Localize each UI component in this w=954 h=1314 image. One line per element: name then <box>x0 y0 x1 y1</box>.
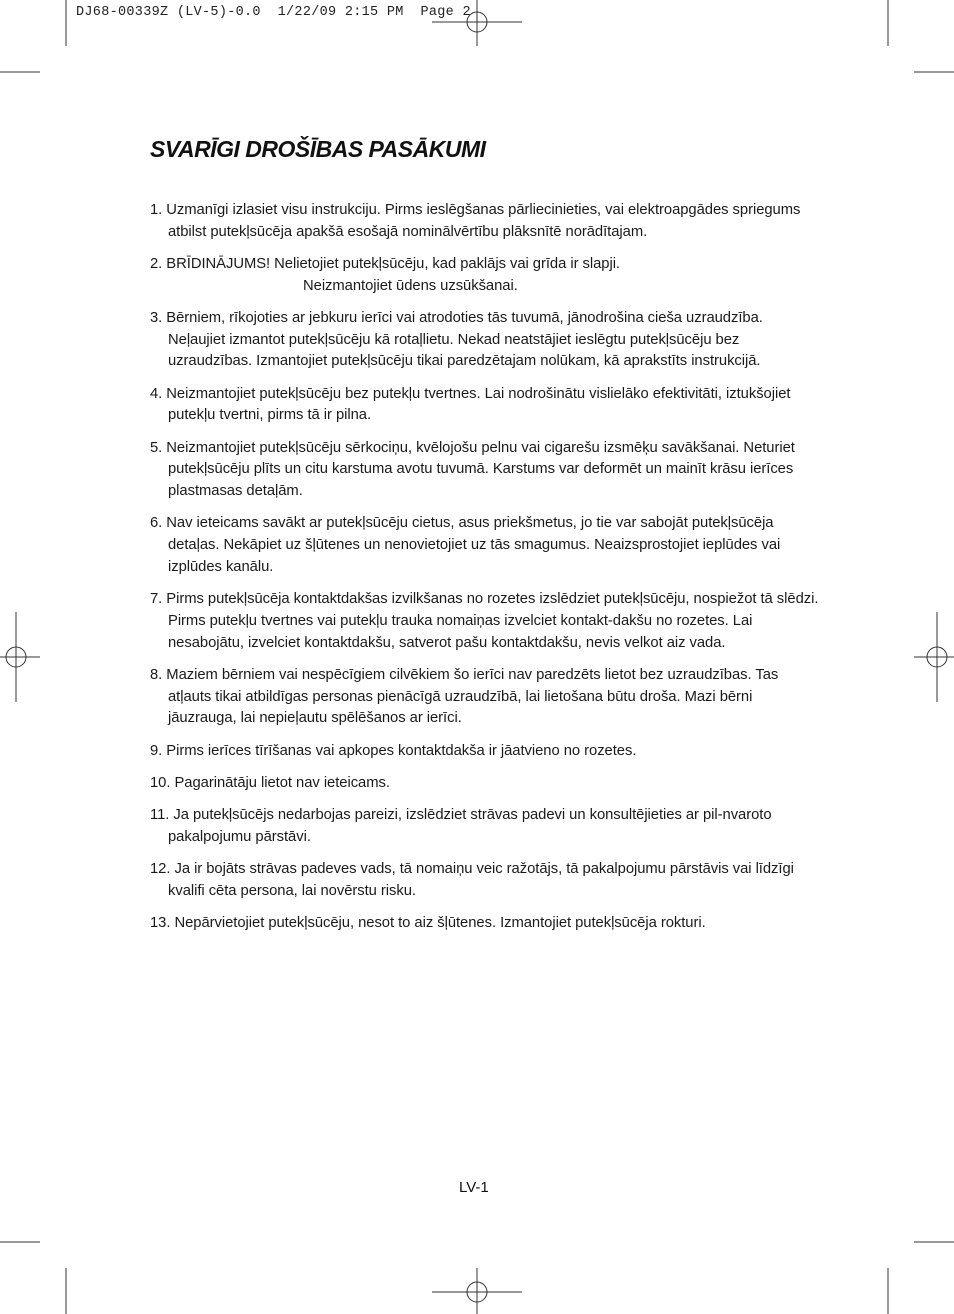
safety-instructions-list <box>150 200 820 945</box>
list-item: 5. Neizmantojiet putekļsūcēju sērkociņu, kvēlojošu pelnu vai cigarešu izsmēķu savākšanai. Neturiet putekļsūcēju plīts un citu karstuma avotu tuvumā. Karstums var deformēt un mainīt krāsu ierīces plastmasas detaļām. <box>150 439 795 500</box>
print-slug: DJ68-00339Z (LV-5)-0.0 1/22/09 2:15 PM Page 2 <box>76 5 471 20</box>
page-number: LV-1 <box>459 1179 489 1196</box>
list-item: 11. Ja putekļsūcējs nedarbojas pareizi, izslēdziet strāvas padevi un konsultējieties ar pil-nvaroto pakalpojumu pārstāvi. <box>150 807 772 845</box>
list-item: 8. Maziem bērniem vai nespēcīgiem cilvēkiem šo ierīci nav paredzēts lietot bez uzraudzības. Tas atļauts tikai atbildīgas personas pienācīgā uzraudzībā, lai lietošana būtu droša. Mazi bērni jāuzrauga, lai nepieļautu spēlēšanos ar ierīci. <box>150 666 779 727</box>
warning-line: 2. BRĪDINĀJUMS! Nelietojiet putekļsūcēju, kad paklājs vai grīda ir slapji. <box>150 256 620 272</box>
warning-line: Neizmantojiet ūdens uzsūkšanai. <box>303 277 518 294</box>
list-item: 10. Pagarinātāju lietot nav ieteicams. <box>150 774 390 791</box>
list-item: 3. Bērniem, rīkojoties ar jebkuru ierīci vai atrodoties tās tuvumā, jānodrošina cieša uzraudzība. Neļaujiet izmantot putekļsūcēju kā rotaļlietu. Nekad neatstājiet ieslēgtu putekļsūcēju bez uzraudzības. Izmantojiet putekļsūcēju tikai paredzētajam nolūkam, kā aprakstīts instrukcijā. <box>150 310 763 370</box>
list-item: 13. Nepārvietojiet putekļsūcēju, nesot to aiz šļūtenes. Izmantojiet putekļsūcēja rokturi. <box>150 915 706 932</box>
list-item: 1. Uzmanīgi izlasiet visu instrukciju. Pirms ieslēgšanas pārliecinieties, vai elektroapgādes spriegums atbilst putekļsūcēja apakšā esošajā nominālvērtību plāksnītē norādītajam. <box>150 202 801 240</box>
list-item: 9. Pirms ierīces tīrīšanas vai apkopes kontaktdakša ir jāatvieno no rozetes. <box>150 742 637 759</box>
list-item: 7. Pirms putekļsūcēja kontaktdakšas izvilkšanas no rozetes izslēdziet putekļsūcēju, nospiežot tā slēdzi. Pirms putekļu tvertnes vai putekļu trauka nomaiņas izvelciet kontakt-dakšu no rozetes. Lai nesabojātu, izvelciet kontaktdakšu, satverot pašu kontaktdakšu, nevis velkot aiz vada. <box>150 591 819 651</box>
list-item <box>150 254 820 297</box>
list-item: 6. Nav ieteicams savākt ar putekļsūcēju cietus, asus priekšmetus, jo tie var sabojāt putekļsūcēja detaļas. Nekāpiet uz šļūtenes un nenovietojiet uz tās smagumus. Neaizsprostojiet ieplūdes vai izplūdes kanālu. <box>150 515 781 575</box>
list-item: 4. Neizmantojiet putekļsūcēju bez putekļu tvertnes. Lai nodrošinātu vislielāko efektivitāti, iztukšojiet putekļu tvertni, pirms tā ir pilna. <box>150 385 791 424</box>
list-item: 12. Ja ir bojāts strāvas padeves vads, tā nomaiņu veic ražotājs, tā pakalpojumu pārstāvis vai līdzīgi kvalifi cēta persona, lai novērstu risku. <box>150 861 794 899</box>
page-title: SVARĪGI DROŠĪBAS PASĀKUMI <box>150 136 486 162</box>
